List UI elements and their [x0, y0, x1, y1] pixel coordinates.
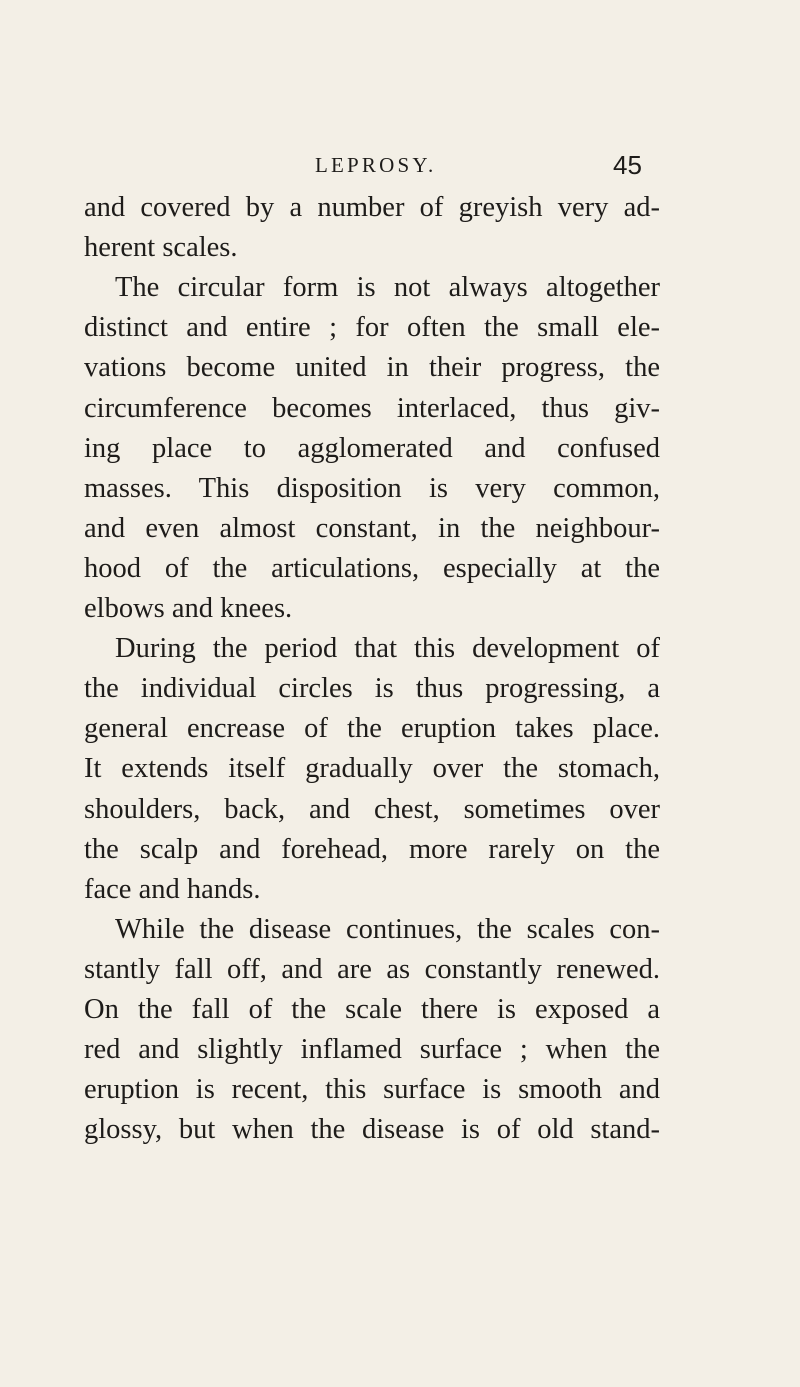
- text-line: herent scales.: [84, 232, 238, 264]
- text-line: ing place to agglomerated and confused: [84, 432, 660, 464]
- text-line: the individual circles is thus progressing, a: [84, 673, 660, 705]
- page-number: 45: [613, 150, 642, 180]
- text-line: distinct and entire ; for often the small ele-: [84, 312, 660, 344]
- text-line: During the period that this development of: [115, 633, 660, 665]
- text-line: hood of the articulations, especially at the: [84, 552, 660, 584]
- text-line: On the fall of the scale there is exposed a: [84, 994, 660, 1025]
- text-line: elbows and knees.: [84, 593, 293, 624]
- text-line: shoulders, back, and chest, sometimes over: [84, 793, 660, 825]
- running-head: [0, 143, 800, 187]
- text-line: stantly fall off, and are as constantly renewed.: [84, 953, 660, 985]
- text-line: eruption is recent, this surface is smooth and: [84, 1074, 660, 1106]
- text-line: face and hands.: [84, 873, 261, 905]
- text-line: and covered by a number of greyish very ad-: [84, 192, 660, 223]
- text-line: circumference becomes interlaced, thus giv-: [84, 392, 660, 424]
- running-title: LEPROSY.: [315, 153, 437, 177]
- text-line: While the disease continues, the scales con-: [115, 913, 660, 945]
- text-line: The circular form is not always altogether: [115, 272, 660, 304]
- text-line: glossy, but when the disease is of old stand-: [84, 1114, 660, 1146]
- text-line: the scalp and forehead, more rarely on the: [84, 833, 660, 865]
- text-line: and even almost constant, in the neighbour-: [84, 512, 660, 544]
- text-line: vations become united in their progress, the: [84, 352, 660, 384]
- text-line: red and slightly inflamed surface ; when the: [84, 1034, 660, 1066]
- text-line: It extends itself gradually over the stomach,: [84, 753, 660, 785]
- text-line: masses. This disposition is very common,: [84, 472, 660, 504]
- text-line: general encrease of the eruption takes place.: [84, 713, 660, 745]
